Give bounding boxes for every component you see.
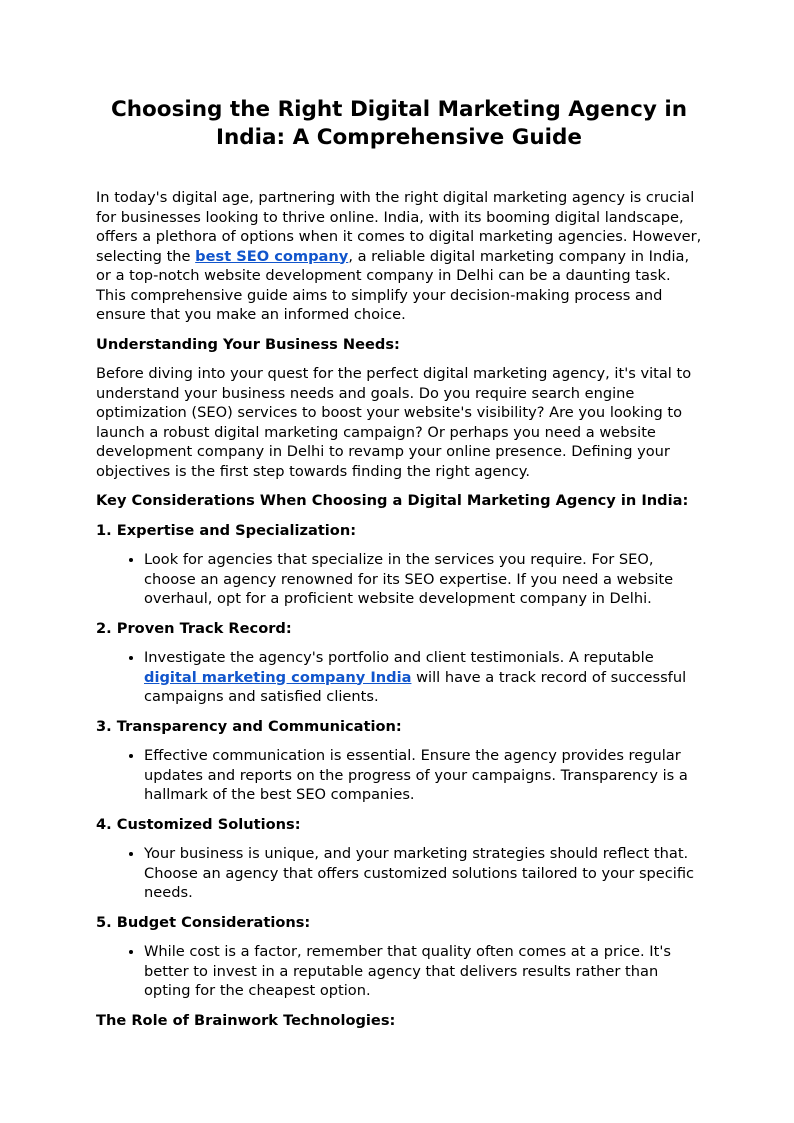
intro-text: In today's digital age, partnering with the right digital marketing agency is crucial for businesses looking to thrive online. India, with its booming digital landscape, offers a plethora of options when it comes to digital marketing agencies. However, selecting the: [96, 189, 702, 265]
document-title: Choosing the Right Digital Marketing Agency in India: A Comprehensive Guide: [110, 97, 688, 150]
key-considerations-heading: Key Considerations When Choosing a Digital Marketing Agency in India:: [96, 492, 689, 509]
intro-paragraph: [96, 188, 702, 325]
list-item: • Effective communication is essential. Ensure the agency provides regular updates and reports on the progress of your campaigns. Transparency is a hallmark of the best SEO companies.: [144, 746, 702, 805]
understanding-heading: Understanding Your Business Needs:: [96, 335, 400, 353]
bullet-list: [96, 844, 702, 903]
list-item-text: Investigate the agency's portfolio and client testimonials. A reputable: [144, 649, 654, 666]
document-page: [96, 96, 702, 1040]
bullet-list: [96, 550, 702, 609]
understanding-paragraph: Before diving into your quest for the perfect digital marketing agency, it's vital to understand your business needs and goals. Do you require search engine optimization (SEO) services to boost your website's visibility? Are you looking to launch a robust digital marketing campaign? Or perhaps you need a website development company in Delhi to revamp your online presence. Defining your objectives is the first step towards finding the right agency.: [96, 365, 692, 480]
list-item: • Look for agencies that specialize in the services you require. For SEO, choose an agency renowned for its SEO expertise. If you need a website overhaul, opt for a proficient website development company in Delhi.: [144, 550, 702, 609]
section-heading: 4. Customized Solutions:: [96, 815, 301, 833]
section-heading: 5. Budget Considerations:: [96, 913, 311, 931]
list-item: [144, 648, 702, 707]
bullet-list: [96, 648, 702, 707]
list-item: • While cost is a factor, remember that quality often comes at a price. It's better to invest in a reputable agency that delivers results rather than opting for the cheapest option.: [144, 942, 702, 1001]
best-seo-company-link[interactable]: best SEO company: [195, 247, 349, 265]
digital-marketing-company-link[interactable]: digital marketing company India: [144, 668, 412, 686]
list-item: • Your business is unique, and your marketing strategies should reflect that. Choose an agency that offers customized solutions tailored to your specific needs.: [144, 844, 702, 903]
bullet-list: [96, 746, 702, 805]
section-heading: 3. Transparency and Communication:: [96, 717, 402, 735]
section-heading: 1. Expertise and Specialization:: [96, 521, 357, 539]
section-heading: 2. Proven Track Record:: [96, 619, 292, 637]
list-item-text-continued: will have a track record of successful campaigns and satisfied clients.: [144, 668, 687, 705]
bullet-list: [96, 942, 702, 1001]
brainwork-heading: The Role of Brainwork Technologies:: [96, 1011, 396, 1029]
intro-text-continued: , a reliable digital marketing company in India, or a top-notch website development company in Delhi can be a daunting task. This comprehensive guide aims to simplify your decision-making process and ensure that you make an informed choice.: [96, 247, 690, 323]
